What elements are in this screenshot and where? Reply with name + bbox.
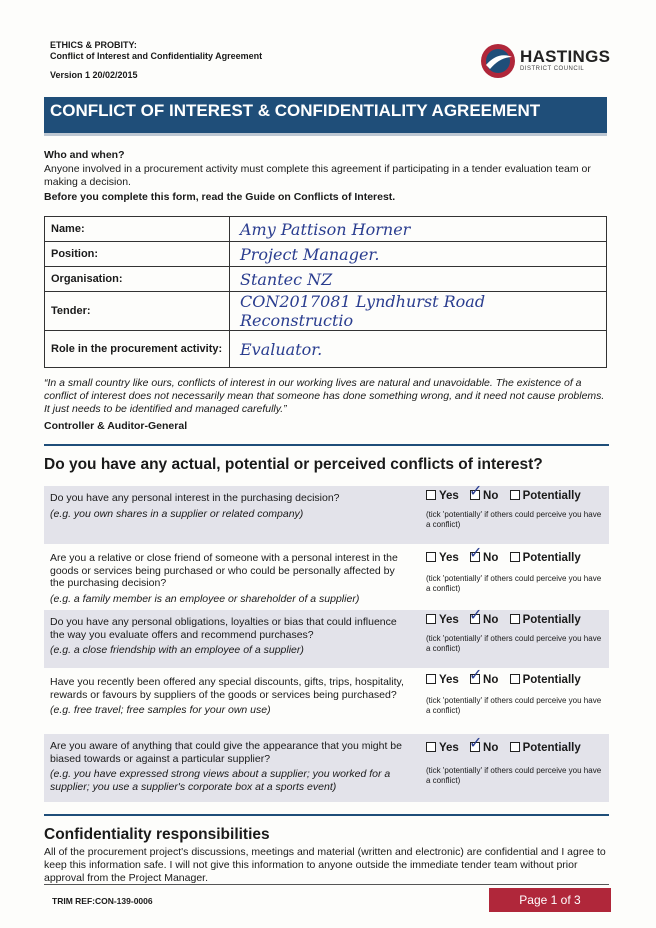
check-icon: ✓ xyxy=(469,605,483,624)
page-title: CONFLICT OF INTEREST & CONFIDENTIALITY AGREEMENT xyxy=(44,97,607,133)
question-example: (e.g. you have expressed strong views about a supplier; you worked for a supplier; you use a supplier's corporate box at a sports event) xyxy=(50,768,391,793)
potentially-checkbox[interactable] xyxy=(510,614,520,624)
potentially-checkbox[interactable] xyxy=(510,490,520,500)
council-name: HASTINGS xyxy=(520,47,611,66)
position-field[interactable]: Project Manager. xyxy=(230,242,607,267)
doc-subtitle: Conflict of Interest and Confidentiality Agreement xyxy=(50,51,263,61)
question-text: Do you have any personal obligations, loyalties or bias that could influence the way you evaluate offers and recommend purchases? xyxy=(50,616,397,641)
confidentiality-body: All of the procurement project's discussions, meetings and material (written and electronic) are confidential and I agree to keep this information safe. I will not give this information to anyone outside the immediate tender team without prior approval from the Project Manager. xyxy=(44,846,606,884)
field-label: Organisation: xyxy=(45,267,230,292)
yes-checkbox[interactable] xyxy=(426,552,436,562)
check-icon: ✓ xyxy=(469,481,483,500)
no-checkbox[interactable] xyxy=(469,605,483,624)
tender-field[interactable]: CON2017081 Lyndhurst Road Reconstructio xyxy=(230,292,607,331)
section-divider xyxy=(44,814,609,816)
footer-divider xyxy=(44,884,609,885)
details-table xyxy=(44,216,607,368)
council-logo-icon xyxy=(480,43,516,79)
table-row xyxy=(45,267,607,292)
tick-hint: (tick 'potentially' if others could perceive you have a conflict) xyxy=(426,766,602,785)
field-label: Role in the procurement activity: xyxy=(45,331,230,368)
tick-hint: (tick 'potentially' if others could perceive you have a conflict) xyxy=(426,696,602,715)
no-checkbox[interactable] xyxy=(469,665,483,684)
no-checkbox[interactable] xyxy=(469,481,483,500)
tick-hint: (tick 'potentially' if others could perceive you have a conflict) xyxy=(426,510,602,529)
name-field[interactable]: Amy Pattison Horner xyxy=(230,217,607,242)
doc-category: ETHICS & PROBITY: xyxy=(50,40,137,50)
check-icon: ✓ xyxy=(469,733,483,752)
intro-heading: Who and when? xyxy=(44,149,125,161)
auditor-quote: “In a small country like ours, conflicts of interest in our working lives are natural and unavoidable. The existence of a conflict of interest does not necessarily mean that someone has done something wrong, and it need not cause problems. It just needs to be identified and managed carefully.” xyxy=(44,377,605,415)
question-text: Have you recently been offered any special discounts, gifts, trips, hospitality, rewards or favours by suppliers of the goods or services being purchased? xyxy=(50,676,404,701)
question-text: Are you aware of anything that could give the appearance that you might be biased towards or against a particular supplier? xyxy=(50,740,402,765)
field-label: Position: xyxy=(45,242,230,267)
question-row: Are you a relative or close friend of someone with a personal interest in the goods or services being purchased or who could be personally affected by the purchasing decision? (e.g. a family member is an employee or shareholder of a supplier) Yes ✓ No Potentially (tick 'potentially' if others could perceive you have a conflict) xyxy=(44,546,609,608)
organisation-field[interactable]: Stantec NZ xyxy=(230,267,607,292)
no-checkbox[interactable] xyxy=(469,543,483,562)
council-subname: DISTRICT COUNCIL xyxy=(520,66,585,72)
confidentiality-heading: Confidentiality responsibilities xyxy=(44,826,270,843)
potentially-checkbox[interactable] xyxy=(510,674,520,684)
field-label: Name: xyxy=(45,217,230,242)
question-example: (e.g. free travel; free samples for your own use) xyxy=(50,704,271,716)
page-number: Page 1 of 3 xyxy=(489,888,611,912)
yes-checkbox[interactable] xyxy=(426,614,436,624)
tick-hint: (tick 'potentially' if others could perceive you have a conflict) xyxy=(426,574,602,593)
question-example: (e.g. a close friendship with an employee of a supplier) xyxy=(50,644,304,656)
yes-checkbox[interactable] xyxy=(426,742,436,752)
title-underline xyxy=(44,133,607,136)
question-row: Have you recently been offered any special discounts, gifts, trips, hospitality, rewards or favours by suppliers of the goods or services being purchased? (e.g. free travel; free samples for your own use) Yes ✓ No Potentially (tick 'potentially' if others could perceive you have a conflict) xyxy=(44,670,609,732)
quote-attribution: Controller & Auditor-General xyxy=(44,420,188,432)
table-row xyxy=(45,331,607,368)
table-row xyxy=(45,242,607,267)
check-icon: ✓ xyxy=(469,665,483,684)
table-row xyxy=(45,292,607,331)
question-example: (e.g. a family member is an employee or shareholder of a supplier) xyxy=(50,592,360,605)
intro-body: Anyone involved in a procurement activity must complete this agreement if participating in a tender evaluation team or making a decision. xyxy=(44,163,591,188)
field-label: Tender: xyxy=(45,292,230,331)
intro-instruction: Before you complete this form, read the Guide on Conflicts of Interest. xyxy=(44,191,396,203)
yes-checkbox[interactable] xyxy=(426,490,436,500)
question-row: Do you have any personal interest in the purchasing decision? (e.g. you own shares in a supplier or related company) Yes ✓ No Potentially (tick 'potentially' if others could perceive you have a conflict) xyxy=(44,486,609,544)
yes-checkbox[interactable] xyxy=(426,674,436,684)
table-row xyxy=(45,217,607,242)
question-example: (e.g. you own shares in a supplier or related company) xyxy=(50,507,304,520)
section-divider xyxy=(44,444,609,446)
role-field[interactable]: Evaluator. xyxy=(230,331,607,368)
question-text: Are you a relative or close friend of someone with a personal interest in the goods or services being purchased or who could be personally affected by the purchasing decision? xyxy=(50,552,398,589)
potentially-checkbox[interactable] xyxy=(510,552,520,562)
question-text: Do you have any personal interest in the purchasing decision? xyxy=(50,492,340,504)
doc-version: Version 1 20/02/2015 xyxy=(50,70,138,80)
no-checkbox[interactable] xyxy=(469,733,483,752)
check-icon: ✓ xyxy=(469,543,483,562)
potentially-checkbox[interactable] xyxy=(510,742,520,752)
conflicts-heading: Do you have any actual, potential or perceived conflicts of interest? xyxy=(44,456,543,473)
question-row: Do you have any personal obligations, loyalties or bias that could influence the way you evaluate offers and recommend purchases? (e.g. a close friendship with an employee of a supplier) Yes ✓ No Potentially (tick 'potentially' if others could perceive you have a conflict) xyxy=(44,610,609,668)
tick-hint: (tick 'potentially' if others could perceive you have a conflict) xyxy=(426,634,602,653)
trim-reference: TRIM REF:CON-139-0006 xyxy=(52,896,153,906)
question-row: Are you aware of anything that could give the appearance that you might be biased towards or against a particular supplier? (e.g. you have expressed strong views about a supplier; you worked for a supplier; you use a supplier's corporate box at a sports event) Yes ✓ No Potentially (tick 'potentially' if others could perceive you have a conflict) xyxy=(44,734,609,802)
